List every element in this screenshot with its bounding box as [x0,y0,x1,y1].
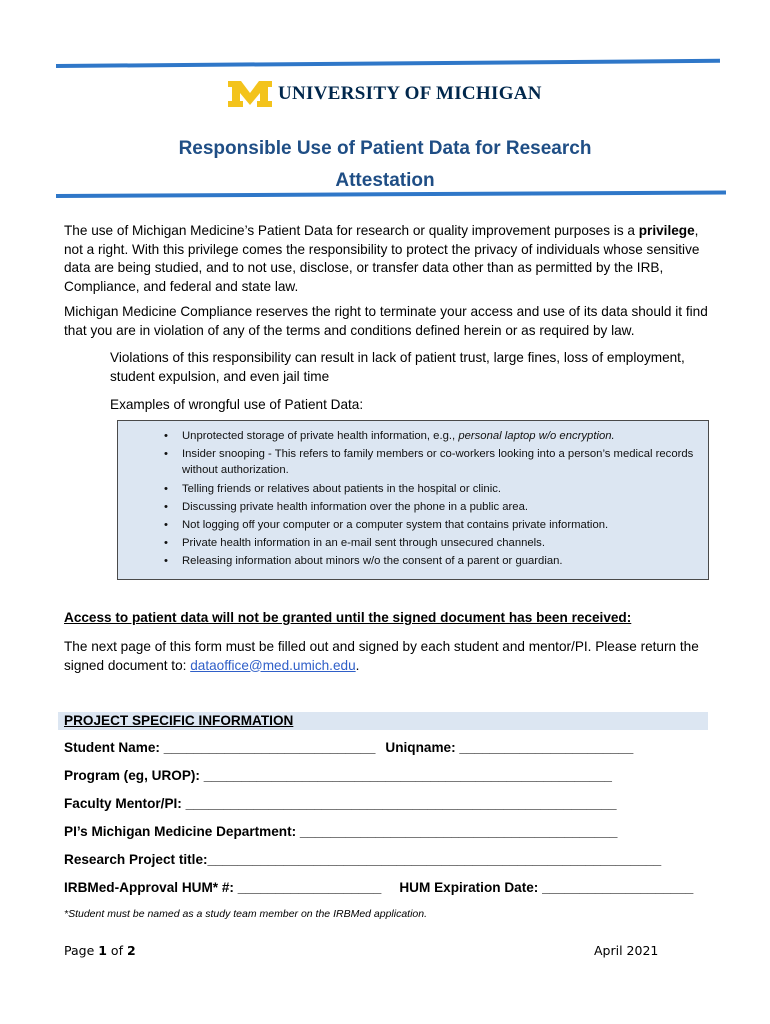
bullet-icon: • [164,482,168,495]
list-item [164,553,704,569]
bullet-icon: • [164,500,168,513]
examples-heading: Examples of wrongful use of Patient Data: [110,397,364,412]
footer-date: April 2021 [594,943,659,958]
page-subtitle: Attestation [335,170,435,191]
email-link[interactable]: dataoffice@med.umich.edu [190,657,356,673]
return-text: The next page of this form must be filled out and signed by each student and mentor/PI. Please return the signed document to: [64,639,699,673]
examples-box [117,420,709,580]
example-text: Unprotected storage of private health information, e.g., [182,430,459,442]
intro-paragraph-1 [64,222,714,296]
bullet-icon: • [164,519,168,532]
page-word: Page [64,943,99,958]
logo-text: UNIVERSITY OF MICHIGAN [278,83,542,104]
example-text: Telling friends or relatives about patients in the hospital or clinic. [182,482,501,495]
bullet-icon: • [164,448,168,461]
project-title-field[interactable]: Research Project title:____________________________________________________________ [64,852,662,867]
example-text: Not logging off your computer or a computer system that contains private information. [182,519,609,532]
university-logo [228,80,542,108]
student-name-field[interactable] [64,740,633,755]
example-text: Discussing private health information over the phone in a public area. [182,500,529,513]
intro-p1-text: The use of Michigan Medicine’s Patient Data for research or quality improvement purposes is a [64,223,639,238]
program-field[interactable]: Program (eg, UROP): ______________________________________________________ [64,768,612,783]
bullet-icon: • [164,430,168,442]
irb-approval-field[interactable] [64,880,693,895]
return-instructions [64,638,714,675]
example-italic: personal laptop w/o encryption. [458,430,615,442]
list-item [164,428,704,444]
list-item [164,517,704,533]
uniqname-label: Uniqname: _______________________ [385,740,634,755]
intro-p1-bold: privilege [638,223,695,238]
footnote: *Student must be named as a study team member on the IRBMed application. [64,908,428,920]
student-name-label: Student Name: ____________________________ [64,740,376,755]
hum-expiration-label: HUM Expiration Date: ____________________ [399,880,694,895]
intro-p1-rest: , not a right. With this privilege comes the responsibility to protect the privacy of individuals whose sensitive data are being studied, and to not use, disclose, or transfer data other than as permitted by the IRB, Compliance, and federal and state law. [64,223,700,294]
list-item [164,446,704,478]
example-text: Private health information in an e-mail sent through unsecured channels. [182,537,545,550]
of-word: of [106,943,127,958]
bullet-icon: • [164,537,168,550]
top-rule [56,59,720,68]
page-number [64,943,136,958]
department-field[interactable]: PI’s Michigan Medicine Department: __________________________________________ [64,824,618,839]
violations-paragraph: Violations of this responsibility can result in lack of patient trust, large fines, loss of employment, student expulsion, and even jail time [110,350,685,384]
page-num: 1 [98,943,107,958]
example-text: Insider snooping - This refers to family members or co-workers looking into a person’s medical records without authorization. [182,448,694,477]
list-item [164,481,704,497]
intro-paragraph-2: Michigan Medicine Compliance reserves the right to terminate your access and use of its data should it find that you are in violation of any of the terms and conditions defined herein or as required by law. [64,304,708,338]
bullet-icon: • [164,555,168,568]
block-m-icon [228,81,272,107]
list-item [164,535,704,551]
return-text-end: . [355,657,360,673]
example-text: Releasing information about minors w/o the consent of a parent or guardian. [182,555,563,568]
section-heading: PROJECT SPECIFIC INFORMATION [64,713,294,728]
page-total: 2 [126,943,136,958]
examples-list [164,428,704,572]
page-title: Responsible Use of Patient Data for Research [178,138,592,159]
list-item [164,499,704,515]
faculty-mentor-field[interactable]: Faculty Mentor/PI: _________________________________________________________ [64,796,617,811]
access-heading: Access to patient data will not be granted until the signed document has been received: [64,610,632,625]
irb-label: IRBMed-Approval HUM* #: ___________________ [64,880,382,895]
